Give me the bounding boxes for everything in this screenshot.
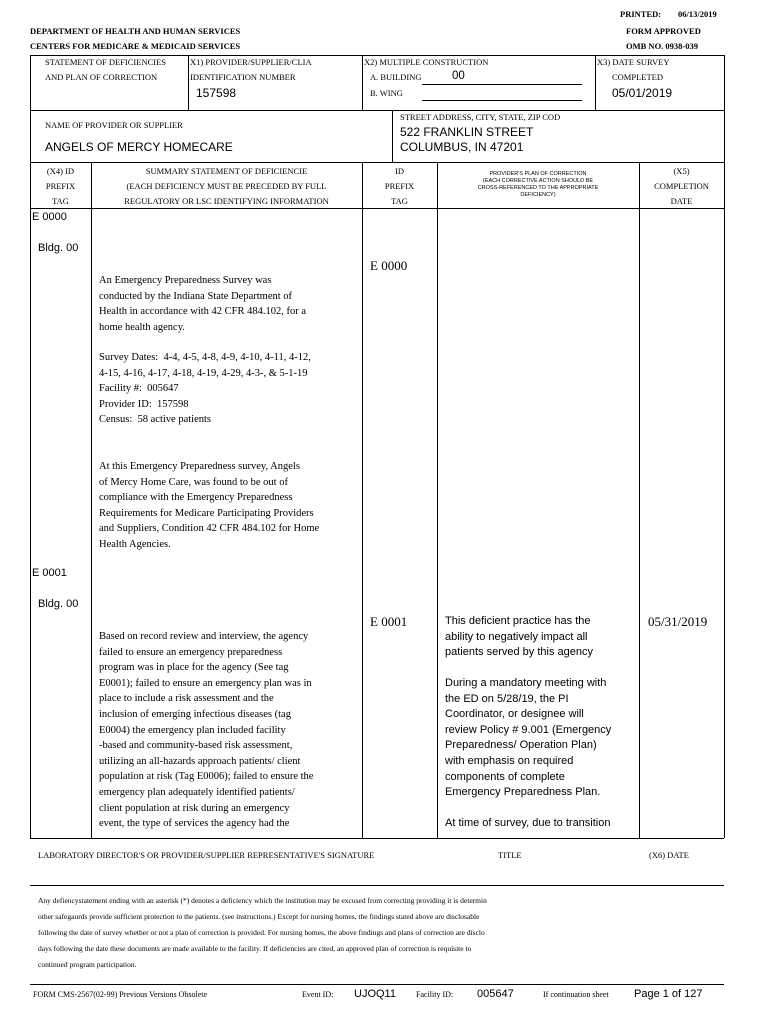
summary-header: SUMMARY STATEMENT OF DEFICIENCIE bbox=[145, 166, 308, 176]
building-tag: Bldg. 00 bbox=[38, 242, 79, 254]
header-divider-2 bbox=[362, 55, 363, 110]
wing-underline bbox=[422, 100, 582, 101]
continuation-label: If continuation sheet bbox=[543, 990, 609, 999]
printed-label: PRINTED: bbox=[620, 9, 662, 19]
completion-date: 05/31/2019 bbox=[648, 614, 708, 629]
summary-paragraph: At this Emergency Preparedness survey, Angels of Mercy Home Care, was found to be out of compliance with the Emergency Preparedness Requirements for Medicare Participating Providers and Suppliers, Condition 42 CFR 484.102 for Home Health Agencies. bbox=[99, 461, 320, 550]
plan-paragraph: At time of survey, due to transition bbox=[445, 817, 611, 829]
id-tag-header: TAG bbox=[391, 196, 408, 206]
header-top-border bbox=[30, 55, 724, 56]
address-street: 522 FRANKLIN STREET bbox=[400, 125, 534, 139]
printed-date: 06/13/2019 bbox=[678, 9, 717, 19]
provider-id-value: 157598 bbox=[196, 86, 237, 100]
plan-paragraph: This deficient practice has the ability to negatively impact all patients served by this agency bbox=[445, 615, 593, 659]
col-divider-4 bbox=[639, 162, 640, 838]
omb-number: OMB NO. 0938-039 bbox=[626, 41, 699, 51]
address-label: STREET ADDRESS, CITY, STATE, ZIP COD bbox=[400, 112, 561, 122]
x3-label: X3) DATE SURVEY bbox=[597, 57, 670, 67]
id-prefix-tag: E 0000 bbox=[370, 258, 408, 273]
summary-subheader-2: REGULATORY OR LSC IDENTIFYING INFORMATION bbox=[124, 196, 329, 206]
completion-header: COMPLETION bbox=[654, 181, 709, 191]
col-divider-1 bbox=[91, 162, 92, 838]
deficiency-tag: E 0001 bbox=[32, 567, 67, 579]
building-label: A. BUILDING bbox=[370, 72, 422, 82]
building-tag: Bldg. 00 bbox=[38, 598, 79, 610]
disclaimer-line: continued program participation. bbox=[38, 960, 137, 969]
footer-top-border bbox=[30, 984, 724, 985]
plan-paragraph: During a mandatory meeting with the ED on 5/28/19, the PI Coordinator, or designee will review Policy # 9.001 (Emergency Preparedness/ Operation Plan) with emphasis on required components of complete Emergency Preparedness Plan. bbox=[445, 677, 612, 799]
x4-tag-header: TAG bbox=[52, 196, 69, 206]
facility-id-value: 005647 bbox=[477, 988, 514, 1000]
survey-completed-date: 05/01/2019 bbox=[612, 86, 673, 100]
form-right-border bbox=[724, 55, 725, 838]
x4-header: (X4) ID bbox=[46, 166, 75, 176]
disclaimer-line: other safegaurds provide sufficient protection to the patients. (see instructions.) Except for nursing homes, the findings stated above are disclosable bbox=[38, 912, 480, 921]
disclaimer-line: Any defiencystatement ending with an asterisk (*) denotes a deficiency which the institution may be excused from correcting providing it is determin bbox=[38, 896, 487, 905]
signature-label: LABORATORY DIRECTOR'S OR PROVIDER/SUPPLIER REPRESENTATIVE'S SIGNATURE bbox=[38, 850, 375, 860]
x5-header: (X5) bbox=[673, 166, 690, 176]
event-id-label: Event ID: bbox=[302, 990, 334, 999]
col-divider-3 bbox=[437, 162, 438, 838]
provider-name-label: NAME OF PROVIDER OR SUPPLIER bbox=[45, 120, 183, 130]
header-divider-1 bbox=[188, 55, 189, 110]
id-prefix-header: PREFIX bbox=[384, 181, 415, 191]
date-header: DATE bbox=[670, 196, 693, 206]
header-divider-4 bbox=[392, 110, 393, 162]
provider-name: ANGELS OF MERCY HOMECARE bbox=[45, 140, 233, 154]
event-id-value: UJOQ11 bbox=[354, 988, 396, 1000]
header-divider-3 bbox=[595, 55, 596, 110]
building-value: 00 bbox=[452, 70, 465, 82]
disclaimer-line: following the date of survey whether or not a plan of correction is provided. For nursing homes, the above findings and plans of correction are disclo bbox=[38, 928, 485, 937]
cms-title: CENTERS FOR MEDICARE & MEDICAID SERVICES bbox=[30, 41, 241, 51]
form-approved: FORM APPROVED bbox=[626, 26, 701, 36]
plan-subheader-3: DEFICIENCY) bbox=[520, 192, 556, 198]
column-header-border bbox=[30, 208, 724, 209]
wing-label: B. WING bbox=[370, 88, 403, 98]
signature-bottom-border bbox=[30, 885, 724, 886]
id-number-label: IDENTIFICATION NUMBER bbox=[190, 72, 296, 82]
department-title: DEPARTMENT OF HEALTH AND HUMAN SERVICES bbox=[30, 26, 241, 36]
building-underline bbox=[422, 84, 582, 85]
table-bottom-border bbox=[30, 838, 724, 839]
address-city: COLUMBUS, IN 47201 bbox=[400, 140, 524, 154]
plan-subheader-2: CROSS-REFERENCED TO THE APPROPRIATE bbox=[477, 185, 599, 191]
x6-date-label: (X6) DATE bbox=[649, 850, 689, 860]
header-bottom-border bbox=[30, 162, 724, 163]
plan-header: PROVIDER'S PLAN OF CORRECTION bbox=[489, 171, 587, 177]
title-label: TITLE bbox=[498, 850, 522, 860]
facility-id-label: Facility ID: bbox=[416, 990, 454, 999]
plan-subheader-1: (EACH CORRECTIVE ACTION SHOULD BE bbox=[482, 178, 594, 184]
form-number: FORM CMS-2567(02-99) Previous Versions Obsolete bbox=[33, 990, 208, 999]
header-mid-border bbox=[30, 110, 724, 111]
x1-label: X1) PROVIDER/SUPPLIER/CLIA bbox=[190, 57, 312, 67]
id-header: ID bbox=[395, 166, 404, 176]
disclaimer-line: days following the date these documents are made available to the facility. If deficiencies are cited, an approved plan of correction is requisite to bbox=[38, 944, 472, 953]
x2-label: X2) MULTIPLE CONSTRUCTION bbox=[364, 57, 489, 67]
summary-paragraph: Based on record review and interview, the agency failed to ensure an emergency preparedness program was in place for the agency (See tag E0001); failed to ensure an emergency plan was in place to include a risk assessment and the inclusion of emerging infectious diseases (tag E0004) the emergency plan included facility -based and community-based risk assessment, utilizing an all-hazards approach patients/ client population at risk (Tag E0006); failed to ensure the emergency plan adequately identified patients/ client population at risk during an emergency event, the type of services the agency had the bbox=[99, 631, 314, 830]
id-prefix-tag: E 0001 bbox=[370, 614, 408, 629]
x4-prefix-header: PREFIX bbox=[45, 181, 76, 191]
summary-paragraph: Survey Dates: 4-4, 4-5, 4-8, 4-9, 4-10, 4-11, 4-12, 4-15, 4-16, 4-17, 4-18, 4-19, 4-29, 4-3-, & 5-1-19 Facility #: 005647 Provider ID: 157598 Census: 58 active patients bbox=[99, 352, 311, 426]
summary-subheader-1: (EACH DEFICIENCY MUST BE PRECEDED BY FULL bbox=[126, 181, 327, 191]
completed-label: COMPLETED bbox=[612, 72, 663, 82]
col-divider-2 bbox=[362, 162, 363, 838]
page-number: Page 1 of 127 bbox=[634, 988, 703, 1000]
statement-label: STATEMENT OF DEFICIENCIES bbox=[45, 57, 167, 67]
deficiency-tag: E 0000 bbox=[32, 211, 67, 223]
plan-label: AND PLAN OF CORRECTION bbox=[45, 72, 158, 82]
summary-paragraph: An Emergency Preparedness Survey was conducted by the Indiana State Department of Health in accordance with 42 CFR 484.102, for a home health agency. bbox=[99, 275, 307, 333]
